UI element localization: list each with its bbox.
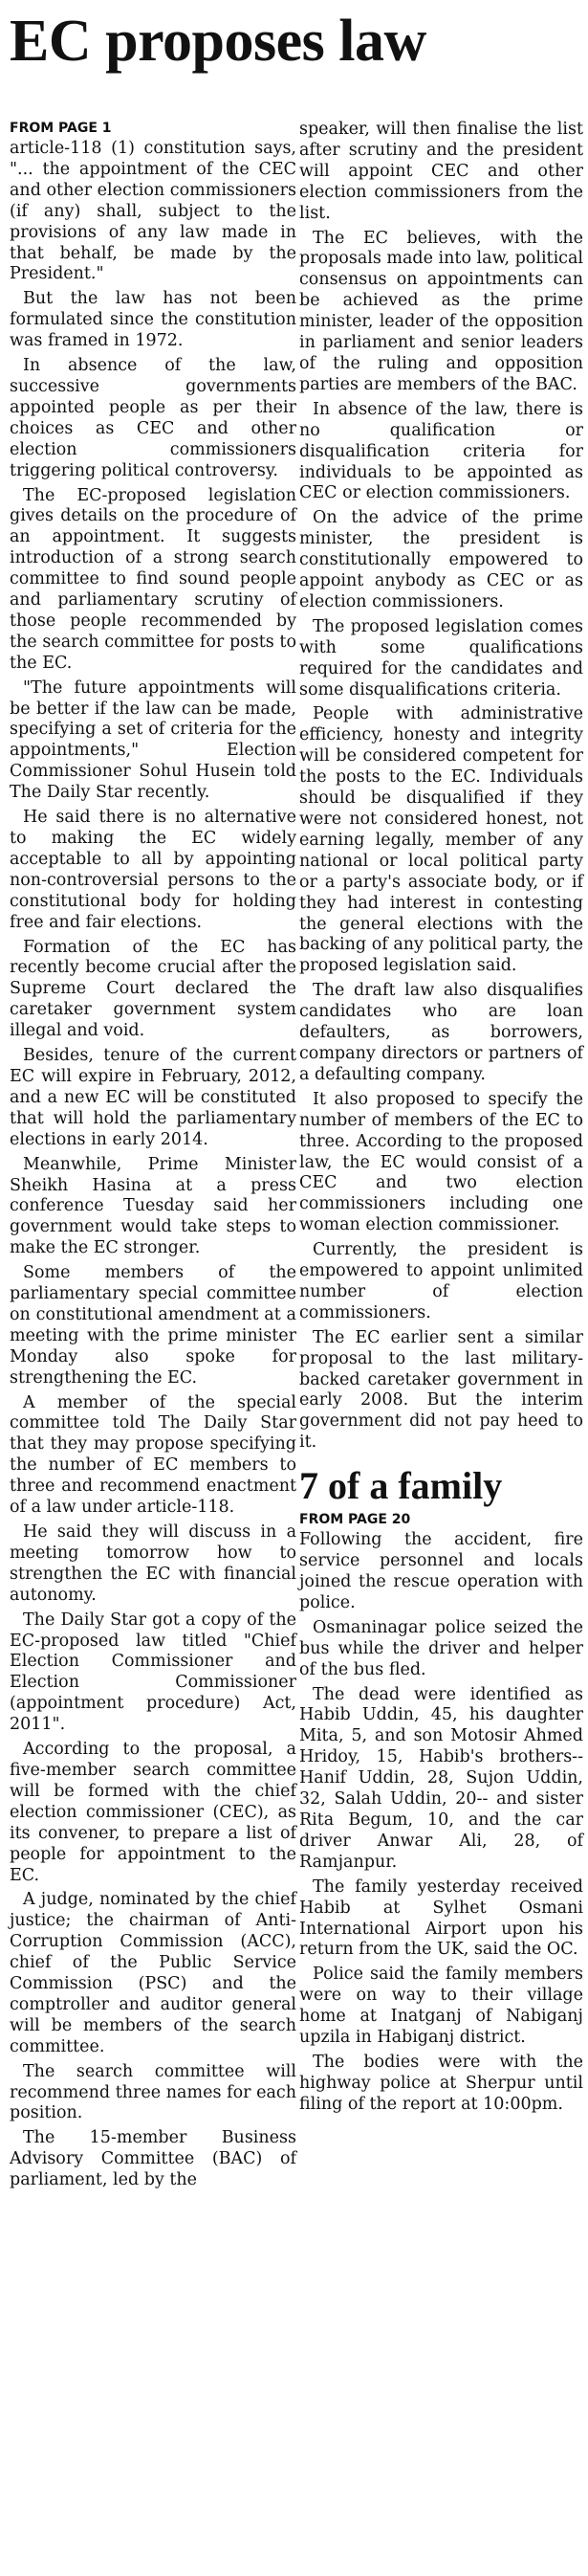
paragraph: The 15-member Business Advisory Committee (BAC) of parliament, led by the — [10, 2128, 296, 2190]
paragraph: The bodies were with the highway police at Sherpur until filing of the report at 10:00pm. — [299, 2052, 583, 2114]
paragraph: He said they will discuss in a meeting tomorrow how to strengthen the EC with financial autonomy. — [10, 1522, 296, 1605]
paragraph: The EC earlier sent a similar proposal to the last military-backed caretaker government in early 2008. But the interim government did not pay heed to it. — [299, 1327, 583, 1453]
second-story-headline: 7 of a family — [299, 1464, 503, 1508]
paragraph: Osmaninagar police seized the bus while the driver and helper of the bus fled. — [299, 1617, 583, 1679]
paragraph: In absence of the law, successive governments appointed people as per their choices as CEC and other election commissioners triggering political controversy. — [10, 356, 296, 480]
continued-from-label: FROM PAGE 20 — [299, 1512, 411, 1528]
paragraph: It also proposed to specify the number of members of the EC to three. According to the proposed law, the EC would consist of a CEC and two election commissioners including one woman election commissioner. — [299, 1089, 583, 1235]
paragraph: Following the accident, fire service personnel and locals joined the rescue operation with police. — [299, 1530, 583, 1612]
paragraph: Meanwhile, Prime Minister Sheikh Hasina at a press conference Tuesday said her government would take steps to make the EC stronger. — [10, 1154, 296, 1258]
paragraph: speaker, will then finalise the list after scrutiny and the president will appoint CEC and other election commissioners from the list. — [299, 120, 583, 223]
paragraph: The draft law also disqualifies candidates who are loan defaulters, as borrowers, company directors or partners of a defaulting company. — [299, 981, 583, 1084]
paragraph: The dead were identified as Habib Uddin, 45, his daughter Mita, 5, and son Motosir Ahmed Hridoy, 15, Habib's brothers-- Hanif Uddin, 28, Sujon Uddin, 32, Salah Uddin, 20-- and sister Rita Begum, 10, and the car driver Anwar Ali, 28, of Ramjanpur. — [299, 1684, 583, 1872]
paragraph: The EC-proposed legislation gives details on the procedure of an appointment. It suggests introduction of a strong search committee to find sound people and parliamentary scrutiny of those people recommended by the search committee for posts to the EC. — [10, 485, 296, 673]
paragraph: The family yesterday received Habib at Sylhet Osmani International Airport upon his return from the UK, said the OC. — [299, 1876, 583, 1960]
continued-from-label: FROM PAGE 1 — [10, 121, 112, 136]
paragraph: Formation of the EC has recently become crucial after the Supreme Court declared the caretaker government system illegal and void. — [10, 937, 296, 1041]
paragraph: "The future appointments will be better if the law can be made, specifying a set of criteria for the appointments," Election Commissioner Sohul Husein told The Daily Star recently. — [10, 677, 296, 803]
paragraph: The search committee will recommend three names for each position. — [10, 2061, 296, 2123]
paragraph: The Daily Star got a copy of the EC-proposed law titled "Chief Election Commissioner and Election Commissioner (appointment procedure) Act, 2011". — [10, 1610, 296, 1735]
paragraph: A judge, nominated by the chief justice; the chairman of Anti-Corruption Commission (ACC), chief of the Public Service Commission (PSC) and the comptroller and auditor general will be members of the search committee. — [10, 1890, 296, 2056]
column-right — [299, 120, 583, 2120]
paragraph: The proposed legislation comes with some qualifications required for the candidates and some disqualifications criteria. — [299, 616, 583, 700]
paragraph: According to the proposal, a five-member search committee will be formed with the chief election commissioner (CEC), as its convener, to prepare a list of people for appointment to the EC. — [10, 1740, 296, 1885]
headline: EC proposes law — [10, 9, 426, 74]
paragraph: But the law has not been formulated since the constitution was framed in 1972. — [10, 289, 296, 351]
paragraph: Some members of the parliamentary special committee on constitutional amendment at a meeting with the prime minister Monday also spoke for strengthening the EC. — [10, 1263, 296, 1388]
paragraph: Police said the family members were on way to their village home at Inatganj of Nabiganj upzila in Habiganj district. — [299, 1965, 583, 2048]
paragraph: People with administrative efficiency, honesty and integrity will be considered competent for the posts to the EC. Individuals should be disqualified if they were not considered honest, not earning legally, member of any national or local political party or a party's associate body, or if they had interest in contesting the general elections with the backing of any political party, the proposed legislation said. — [299, 704, 583, 976]
paragraph: article-118 (1) constitution says, "... the appointment of the CEC and other election commissioners (if any) shall, subject to the provisions of any law made in that behalf, be made by the President." — [10, 139, 296, 284]
column-left — [10, 120, 296, 2195]
paragraph: In absence of the law, there is no qualification or disqualification criteria for individuals to be appointed as CEC or election commissioners. — [299, 399, 583, 503]
paragraph: On the advice of the prime minister, the president is constitutionally empowered to appoint anybody as CEC or as election commissioners. — [299, 508, 583, 611]
paragraph: Currently, the president is empowered to appoint unlimited number of election commissioners. — [299, 1240, 583, 1322]
paragraph: He said there is no alternative to making the EC widely acceptable to all by appointing non-controversial persons to the constitutional body for holding free and fair elections. — [10, 808, 296, 932]
paragraph: The EC believes, with the proposals made into law, political consensus on appointments can be achieved as the prime minister, leader of the opposition in parliament and senior leaders of the ruling and opposition parties are members of the BAC. — [299, 228, 583, 394]
paragraph: Besides, tenure of the current EC will expire in February, 2012, and a new EC will be constituted that will hold the parliamentary elections in early 2014. — [10, 1046, 296, 1149]
paragraph: A member of the special committee told The Daily Star that they may propose specifying the number of EC members to three and recommend enactment of a law under article-118. — [10, 1392, 296, 1518]
